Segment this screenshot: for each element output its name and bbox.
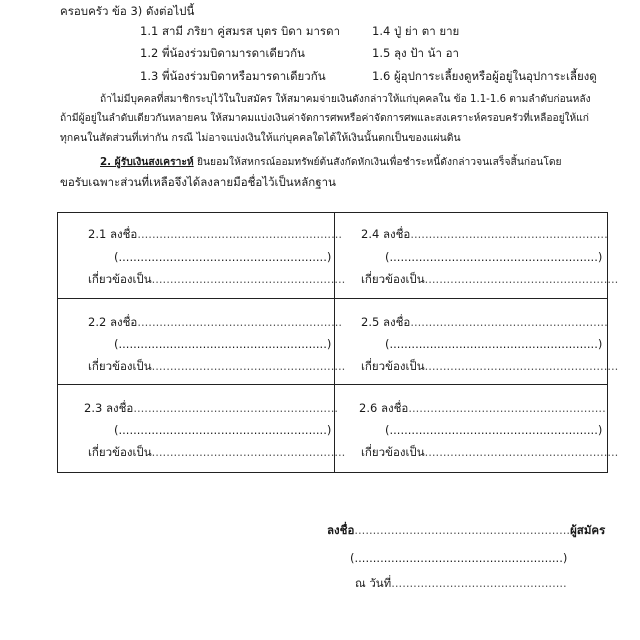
applicant-date-line[interactable] [355, 576, 567, 590]
applicant-sign-label: ลงชื่อ [327, 523, 355, 537]
sign-label: 2.2 ลงชื่อ [88, 315, 138, 329]
sign-dots: ...................................................... [408, 401, 606, 415]
applicant-name-paren[interactable]: (.........................................................) [350, 551, 568, 565]
signature-box-2-6 [335, 385, 619, 472]
section2-line1-text: ยินยอมให้สหกรณ์ออมทรัพย์ต้นสังกัดหักเงินเพื่อชำระหนี้ดังกล่าวจนเสร็จสิ้นก่อนโดย [193, 156, 562, 168]
relation-dots: ..................................................... [151, 359, 346, 373]
applicant-sign-dots: ........................................................... [354, 523, 571, 537]
section2-heading: 2. ผู้รับเงินสงเคราะห์ [100, 156, 194, 168]
signature-table [57, 212, 619, 473]
name-paren-2-5[interactable]: (.........................................................) [385, 337, 603, 351]
name-paren-2-4[interactable]: (.........................................................) [385, 250, 603, 264]
sign-dots: ...................................................... [410, 315, 608, 329]
intro-text: ครอบครัว ข้อ 3) ดังต่อไปนี้ [60, 4, 195, 18]
sign-dots: ........................................................ [137, 315, 343, 329]
signature-box-2-5 [335, 299, 619, 385]
beneficiary-1-4: 1.4 ปู่ ย่า ตา ยาย [372, 24, 460, 38]
relation-label: เกี่ยวข้องเป็น [361, 272, 425, 286]
relation-line-2-5[interactable] [361, 359, 618, 373]
applicant-signature-line[interactable] [327, 523, 605, 537]
signature-box-2-4 [335, 213, 619, 299]
relation-dots: ..................................................... [151, 272, 346, 286]
name-paren-2-2[interactable]: (.........................................................) [114, 337, 332, 351]
sign-label: 2.3 ลงชื่อ [84, 401, 134, 415]
beneficiary-1-6: 1.6 ผู้อุปการะเลี้ยงดูหรือผู้อยู่ในอุปการะเลี้ยงดู [372, 69, 597, 83]
relation-line-2-4[interactable] [361, 272, 618, 286]
beneficiary-1-2: 1.2 พี่น้องร่วมบิดามารดาเดียวกัน [140, 46, 305, 60]
beneficiary-1-1: 1.1 สามี ภริยา คู่สมรส บุตร บิดา มารดา [140, 24, 341, 38]
relation-label: เกี่ยวข้องเป็น [88, 272, 152, 286]
name-paren-2-6[interactable]: (.........................................................) [385, 423, 603, 437]
relation-line-2-6[interactable] [361, 445, 618, 459]
signature-line-2-2[interactable] [88, 315, 342, 329]
relation-label: เกี่ยวข้องเป็น [88, 359, 152, 373]
signature-box-2-1 [58, 213, 346, 299]
relation-dots: ..................................................... [424, 359, 619, 373]
sign-dots: ........................................................ [137, 227, 343, 241]
relation-line-2-3[interactable] [88, 445, 345, 459]
sign-label: 2.6 ลงชื่อ [359, 401, 409, 415]
para1-line1: ถ้าไม่มีบุคคลที่สมาชิกระบุไว้ในใบสมัคร ให้สมาคมจ่ายเงินดังกล่าวให้แก่บุคคลใน ข้อ 1.1-1.6 ตามลำดับก่อนหลัง [100, 94, 591, 105]
signature-box-2-3 [58, 385, 346, 472]
relation-dots: ..................................................... [151, 445, 346, 459]
applicant-date-dots: ................................................ [391, 576, 567, 590]
relation-line-2-1[interactable] [88, 272, 345, 286]
applicant-role: ผู้สมัคร [570, 523, 606, 537]
signature-line-2-1[interactable] [88, 227, 342, 241]
signature-line-2-6[interactable] [359, 401, 606, 415]
beneficiary-1-5: 1.5 ลุง ป้า น้า อา [372, 46, 460, 60]
section2-line1 [100, 155, 562, 169]
sign-dots: ........................................................ [133, 401, 339, 415]
sign-label: 2.5 ลงชื่อ [361, 315, 411, 329]
section2-line2: ขอรับเฉพาะส่วนที่เหลือจึงได้ลงลายมือชื่อไว้เป็นหลักฐาน [60, 175, 336, 189]
sign-label: 2.1 ลงชื่อ [88, 227, 138, 241]
signature-line-2-4[interactable] [361, 227, 608, 241]
relation-label: เกี่ยวข้องเป็น [88, 445, 152, 459]
applicant-date-label: ณ วันที่ [355, 576, 392, 590]
name-paren-2-1[interactable]: (.........................................................) [114, 250, 332, 264]
para1-line2: ถ้ามีผู้อยู่ในลำดับเดียวกันหลายคน ให้สมาคมแบ่งเงินค่าจัดการศพหรือค่าจัดการศพและสงเคราะห์ครอบครัวที่เหลืออยู่ให้แก่ [60, 113, 589, 124]
relation-dots: ..................................................... [424, 272, 619, 286]
relation-dots: ..................................................... [424, 445, 619, 459]
para1-line3: ทุกคนในสัดส่วนที่เท่ากัน กรณี ไม่อาจแบ่งเงินให้แก่บุคคลใดได้ให้เงินนั้นตกเป็นของแผ่นดิน [60, 132, 461, 144]
sign-label: 2.4 ลงชื่อ [361, 227, 411, 241]
name-paren-2-3[interactable]: (.........................................................) [114, 423, 332, 437]
signature-line-2-5[interactable] [361, 315, 608, 329]
signature-box-2-2 [58, 299, 346, 385]
sign-dots: ...................................................... [410, 227, 608, 241]
relation-label: เกี่ยวข้องเป็น [361, 359, 425, 373]
signature-line-2-3[interactable] [84, 401, 338, 415]
relation-line-2-2[interactable] [88, 359, 345, 373]
relation-label: เกี่ยวข้องเป็น [361, 445, 425, 459]
beneficiary-1-3: 1.3 พี่น้องร่วมบิดาหรือมารดาเดียวกัน [140, 69, 326, 83]
